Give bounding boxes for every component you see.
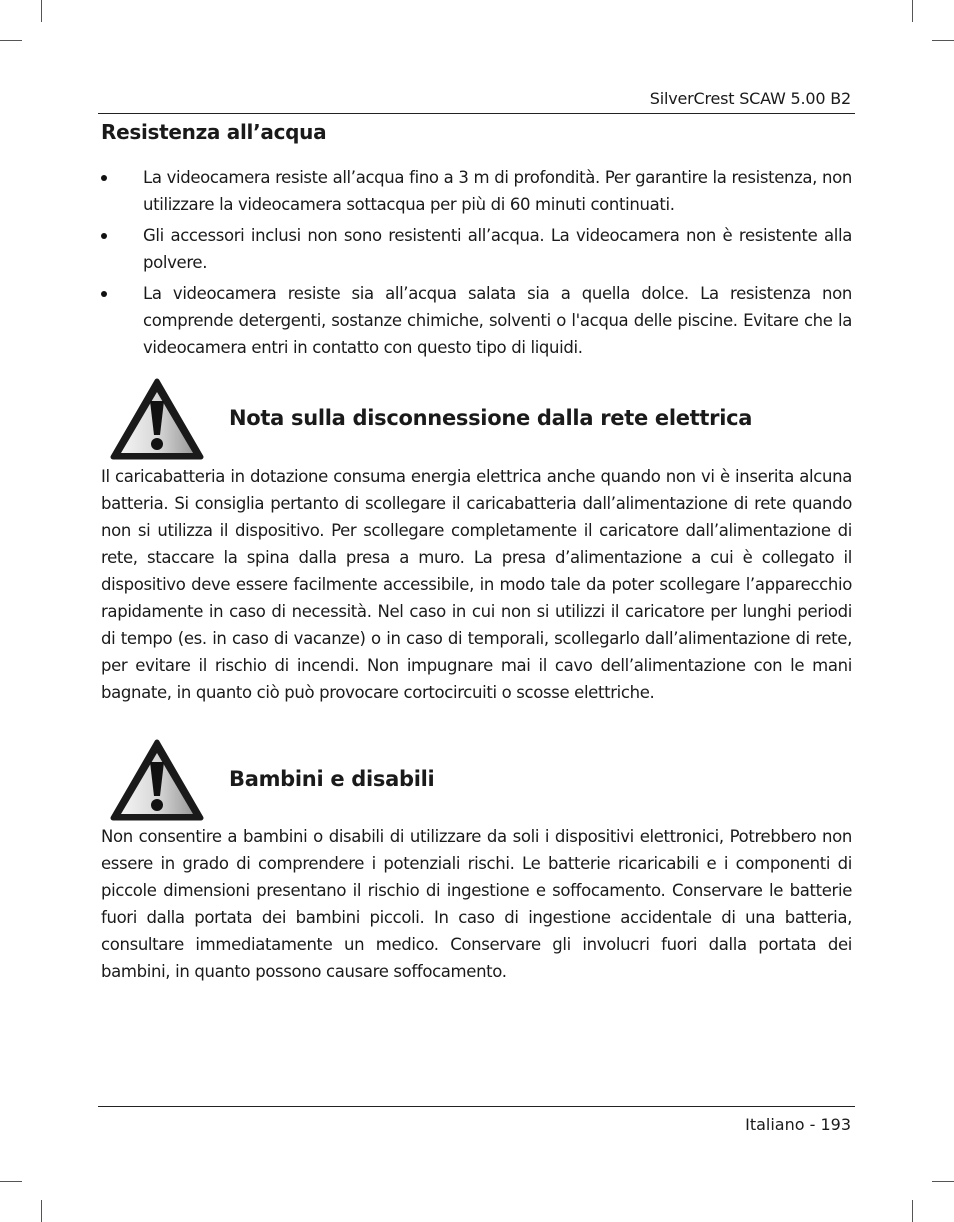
crop-mark (912, 1200, 913, 1222)
crop-mark (0, 40, 22, 41)
list-item: La videocamera resiste all’acqua fino a 3 m di profondità. Per garantire la resistenza, non utilizzare la videocamera sottacqua per più di 60 minuti continuati. (101, 164, 852, 218)
header-rule (98, 113, 855, 114)
children-disabled-body: Non consentire a bambini o disabili di utilizzare da soli i dispositivi elettronici, Potrebbero non essere in grado di comprendere i potenziali rischi. Le batterie ricaricabili e i componenti di piccole dimensioni presentano il rischio di ingestione e soffocamento. Conservare le batterie fuori dalla portata dei bambini piccoli. In caso di ingestione accidentale di una batteria, consultare immediatamente un medico. Conservare gli involucri fuori dalla portata dei bambini, in quanto possono causare soffocamento. (101, 827, 852, 981)
footer-rule (98, 1106, 855, 1107)
bullet-icon (101, 175, 107, 181)
crop-mark (912, 0, 913, 22)
power-disconnect-body: Il caricabatteria in dotazione consuma energia elettrica anche quando non vi è inserita alcuna batteria. Si consiglia pertanto di scollegare il caricabatteria dall’alimentazione di rete quando non si utilizza il dispositivo. Per scollegare completamente il caricatore dall’alimentazione di rete, staccare la spina dalla presa a muro. La presa d’alimentazione a cui è collegato il dispositivo deve essere facilmente accessibile, in modo tale da poter scollegare l’apparecchio rapidamente in caso di necessità. Nel caso in cui non si utilizzi il caricatore per lunghi periodi di tempo (es. in caso di vacanze) o in caso di temporali, scollegarlo dall’alimentazione di rete, per evitare il rischio di incendi. Non impugnare mai il cavo dell’alimentazione con le mani bagnate, in quanto ciò può provocare cortocircuiti o scosse elettriche. (101, 467, 852, 702)
warning-triangle-icon (110, 738, 204, 822)
heading-children-disabled: Bambini e disabili (229, 767, 435, 791)
crop-mark (932, 40, 954, 41)
list-item: La videocamera resiste sia all’acqua salata sia a quella dolce. La resistenza non comprende detergenti, sostanze chimiche, solventi o l'acqua delle piscine. Evitare che la videocamera entri in contatto con questo tipo di liquidi. (101, 280, 852, 361)
page-number: Italiano - 193 (745, 1115, 851, 1134)
crop-mark (41, 0, 42, 22)
list-item: Gli accessori inclusi non sono resistenti all’acqua. La videocamera non è resistente alla polvere. (101, 222, 852, 276)
warning-triangle-icon (110, 377, 204, 461)
heading-power-disconnect: Nota sulla disconnessione dalla rete elettrica (229, 406, 753, 430)
water-resistance-list (101, 164, 852, 365)
crop-mark (932, 1181, 954, 1182)
bullet-icon (101, 233, 107, 239)
running-header: SilverCrest SCAW 5.00 B2 (649, 89, 851, 108)
crop-mark (0, 1181, 22, 1182)
bullet-icon (101, 291, 107, 297)
heading-water-resistance: Resistenza all’acqua (101, 120, 327, 144)
crop-mark (41, 1200, 42, 1222)
